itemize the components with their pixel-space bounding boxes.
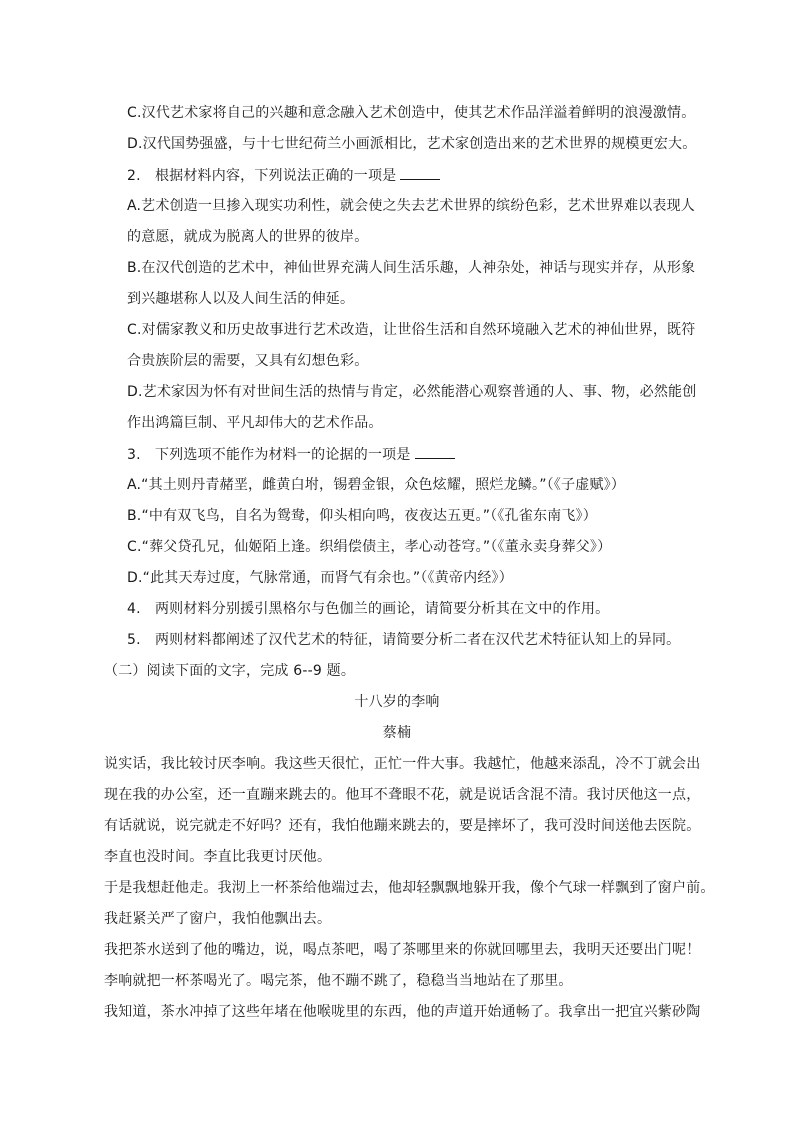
q2-option-a-line1: A.艺术创造一旦掺入现实功利性，就会使之失去艺术世界的缤纷色彩，艺术世界难以表现人 bbox=[127, 198, 695, 214]
option-c-text: C.汉代艺术家将自己的兴趣和意念融入艺术创造中，使其艺术作品洋溢着鲜明的浪漫激情。 bbox=[127, 105, 696, 121]
question-2 bbox=[127, 165, 440, 186]
q2-option-b-line1: B.在汉代创造的艺术中，神仙世界充满人间生活乐趣，人神杂处，神话与现实并存，从形象 bbox=[127, 260, 696, 276]
q2-option-c-line1: C.对儒家教义和历史故事进行艺术改造，让世俗生活和自然环境融入艺术的神仙世界，既符 bbox=[127, 322, 696, 338]
section-2-heading: （二）阅读下面的文字，完成 6--9 题。 bbox=[104, 663, 356, 679]
q3-option-b: B.“中有双飞鸟，自名为鸳鸯，仰头相向鸣，夜夜达五更。”（《孔雀东南飞》） bbox=[127, 508, 597, 524]
paragraph-4-line1: 我知道，茶水冲掉了这些年堵在他喉咙里的东西，他的声道开始通畅了。我拿出一把宜兴紫砂陶 bbox=[104, 1004, 701, 1020]
question-4: 4. 两则材料分别援引黑格尔与色伽兰的画论，请简要分析其在文中的作用。 bbox=[127, 601, 610, 617]
paragraph-3-line2: 李响就把一杯茶喝光了。喝完茶，他不蹦不跳了，稳稳当当地站在了那里。 bbox=[104, 973, 573, 989]
q3-option-d: D.“此其天寿过度，气脉常通，而肾气有余也。”（《黄帝内经》） bbox=[127, 570, 513, 586]
answer-blank bbox=[400, 165, 440, 180]
option-d-text: D.汉代国势强盛，与十七世纪荷兰小画派相比，艺术家创造出来的艺术世界的规模更宏大。 bbox=[127, 136, 697, 152]
paragraph-1-line1: 说实话，我比较讨厌李响。我这些天很忙，正忙一件大事。我越忙，他越来添乱，冷不丁就会出 bbox=[104, 756, 701, 772]
question-3-text: 3. 下列选项不能作为材料一的论据的一项是 bbox=[127, 447, 411, 463]
paragraph-3-line1: 我把茶水送到了他的嘴边，说，喝点茶吧，喝了茶哪里来的你就回哪里去，我明天还要出门呢！ bbox=[104, 942, 701, 958]
paragraph-1-line2: 现在我的办公室，还一直蹦来跳去的。他耳不聋眼不花，就是说话含混不清。我讨厌他这一点， bbox=[104, 787, 701, 803]
q2-option-c-line2: 合贵族阶层的需要，又具有幻想色彩。 bbox=[127, 353, 369, 369]
q3-option-a: A.“其土则丹青赭垩，雌黄白坿，锡碧金银，众色炫耀，照烂龙鳞。”（《子虚赋》） bbox=[127, 477, 626, 493]
question-5: 5. 两则材料都阐述了汉代艺术的特征，请简要分析二者在汉代艺术特征认知上的异同。 bbox=[127, 632, 681, 648]
paragraph-1-line3: 有话就说，说完就走不好吗？还有，我怕他蹦来跳去的，要是摔坏了，我可没时间送他去医院。 bbox=[104, 818, 701, 834]
q2-option-d-line2: 作出鸿篇巨制、平凡却伟大的艺术作品。 bbox=[127, 415, 383, 431]
q3-option-c: C.“葬父贷孔兄，仙姬陌上逢。织绢偿债主，孝心动苍穹。”（《董永卖身葬父》） bbox=[127, 539, 612, 555]
paragraph-2-line2: 我赶紧关严了窗户，我怕他飘出去。 bbox=[104, 911, 332, 927]
question-2-text: 2. 根据材料内容，下列说法正确的一项是 bbox=[127, 168, 397, 184]
story-title: 十八岁的李响 bbox=[354, 694, 440, 710]
q2-option-d-line1: D.艺术家因为怀有对世间生活的热情与肯定，必然能潜心观察普通的人、事、物，必然能创 bbox=[127, 384, 697, 400]
answer-blank bbox=[415, 444, 455, 459]
paragraph-2-line1: 于是我想赶他走。我沏上一杯茶给他端过去，他却轻飘飘地躲开我，像个气球一样飘到了窗户前。 bbox=[104, 880, 715, 896]
question-3 bbox=[127, 444, 455, 465]
story-author: 蔡楠 bbox=[382, 725, 412, 741]
paragraph-1-line4: 李直也没时间。李直比我更讨厌他。 bbox=[104, 849, 332, 865]
q2-option-a-line2: 的意愿，就成为脱离人的世界的彼岸。 bbox=[127, 229, 369, 245]
q2-option-b-line2: 到兴趣堪称人以及人间生活的伸延。 bbox=[127, 291, 355, 307]
